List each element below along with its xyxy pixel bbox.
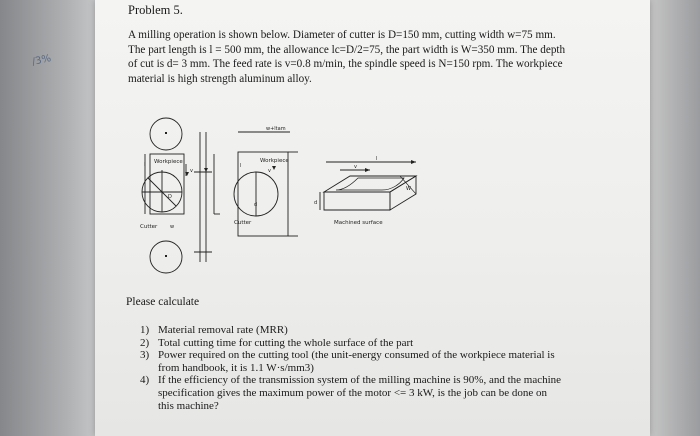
question-item	[140, 374, 600, 412]
question-text: from handbook, it is 1.1 W·s/mm3)	[158, 361, 314, 374]
description-line: The part length is l = 500 mm, the allowance lc=D/2=75, the part width is W=350 mm. The depth	[128, 43, 566, 56]
problem-title: Problem 5.	[128, 3, 183, 17]
l-label-1: l	[144, 162, 146, 168]
background-left	[0, 0, 110, 436]
question-item	[140, 337, 600, 350]
question-number: 4)	[140, 374, 150, 387]
question-text: this machine?	[158, 399, 219, 412]
question-text: Power required on the cutting tool (the unit-energy consumed of the workpiece material is	[158, 349, 555, 362]
question-number: 1)	[140, 324, 150, 336]
workpiece-label-1: Workpiece	[154, 159, 183, 165]
description-line: of cut is d= 3 mm. The feed rate is v=0.8 m/min, the spindle speed is N=150 rpm. The workpiece	[128, 58, 563, 71]
milling-diagram	[130, 112, 430, 282]
question-text: If the efficiency of the transmission system of the milling machine is 90%, and the machine	[158, 374, 562, 387]
cutter-label-2: Cutter	[234, 220, 252, 226]
problem-description	[128, 28, 598, 86]
l-label-2: l	[240, 163, 242, 169]
question-number: 2)	[140, 336, 150, 349]
machined-surface-label: Machined surface	[334, 220, 383, 226]
w-label: w	[170, 224, 175, 230]
v-label-1: v	[190, 168, 193, 174]
question-item	[140, 324, 600, 337]
question-text: specification gives the maximum power of the motor <= 3 kW, is the job can be done on	[158, 386, 547, 399]
question-number: 3)	[140, 349, 150, 362]
W-label: W	[406, 186, 411, 192]
v-label-2: v	[268, 168, 271, 174]
top-label: w+ltam	[266, 126, 286, 132]
d-label-2: d	[314, 200, 318, 206]
description-line: material is high strength aluminum alloy.	[128, 72, 312, 85]
question-item	[140, 349, 600, 374]
workpiece-label-2: Workpiece	[260, 158, 289, 164]
D-label: D	[168, 194, 172, 200]
margin-handwriting: /3%	[31, 53, 53, 68]
description-line: A milling operation is shown below. Diameter of cutter is D=150 mm, cutting width w=75 mm.	[128, 29, 556, 41]
d-label-1: d	[254, 202, 258, 208]
cutter-label-1: Cutter	[140, 224, 158, 230]
question-list	[140, 324, 600, 412]
v-label-3: v	[354, 164, 357, 170]
question-text: Material removal rate (MRR)	[158, 324, 288, 336]
l-label-3: l	[376, 156, 378, 162]
please-calculate: Please calculate	[126, 296, 200, 308]
question-text: Total cutting time for cutting the whole surface of the part	[158, 336, 414, 349]
